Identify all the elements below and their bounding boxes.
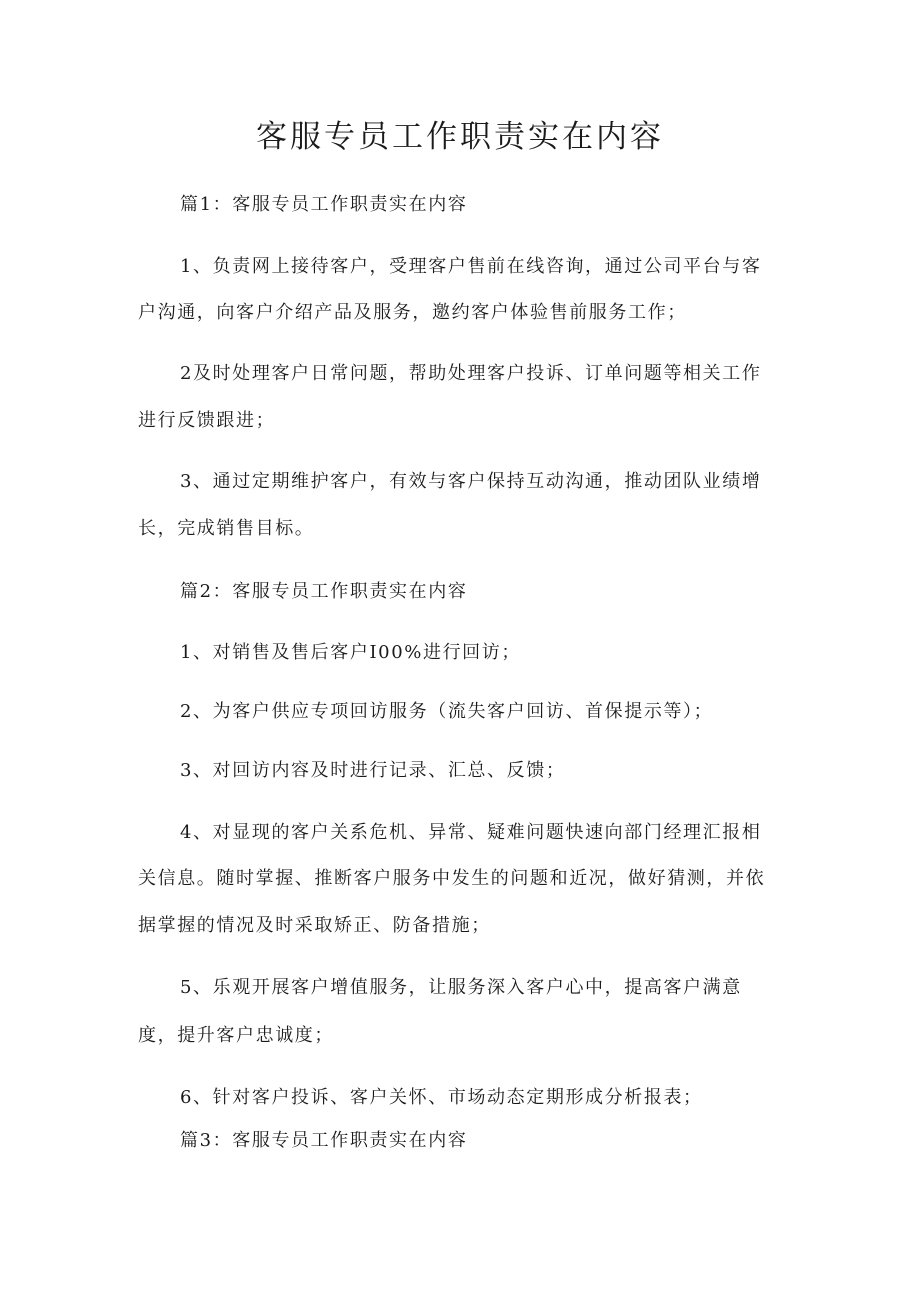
paragraph-line: 2、为客户供应专项回访服务（流失客户回访、首保提示等）； <box>180 701 714 722</box>
paragraph-line: 1、负责网上接待客户，受理客户售前在线咨询，通过公司平台与客 <box>180 256 762 277</box>
section-heading-2: 篇2：客服专员工作职责实在内容 <box>180 581 468 602</box>
paragraph-line: 5、乐观开展客户增值服务，让服务深入客户心中，提高客户满意 <box>180 977 742 998</box>
paragraph-line: 3、对回访内容及时进行记录、汇总、反馈； <box>180 760 566 781</box>
paragraph-line: 1、对销售及售后客户I00%进行回访； <box>180 642 521 663</box>
paragraph-line: 关信息。随时掌握、推断客户服务中发生的问题和近况，做好猜测，并依 <box>138 868 766 889</box>
section-heading-3: 篇3：客服专员工作职责实在内容 <box>180 1130 468 1151</box>
paragraph-line: 户沟通，向客户介绍产品及服务，邀约客户体验售前服务工作； <box>138 302 687 323</box>
section-heading-1: 篇1：客服专员工作职责实在内容 <box>180 194 468 215</box>
paragraph-line: 据掌握的情况及时采取矫正、防备措施； <box>138 915 491 936</box>
paragraph-line: 长，完成销售目标。 <box>138 518 315 539</box>
paragraph-line: 度，提升客户忠诚度； <box>138 1025 334 1046</box>
paragraph-line: 6、针对客户投诉、客户关怀、市场动态定期形成分析报表； <box>180 1087 703 1108</box>
paragraph-line: 进行反馈跟进； <box>138 410 276 431</box>
paragraph-line: 4、对显现的客户关系危机、异常、疑难问题快速向部门经理汇报相 <box>180 822 762 843</box>
paragraph-line: 2及时处理客户日常问题，帮助处理客户投诉、订单问题等相关工作 <box>180 363 762 384</box>
page-title: 客服专员工作职责实在内容 <box>256 119 664 155</box>
paragraph-line: 3、通过定期维护客户，有效与客户保持互动沟通，推动团队业绩增 <box>180 471 762 492</box>
